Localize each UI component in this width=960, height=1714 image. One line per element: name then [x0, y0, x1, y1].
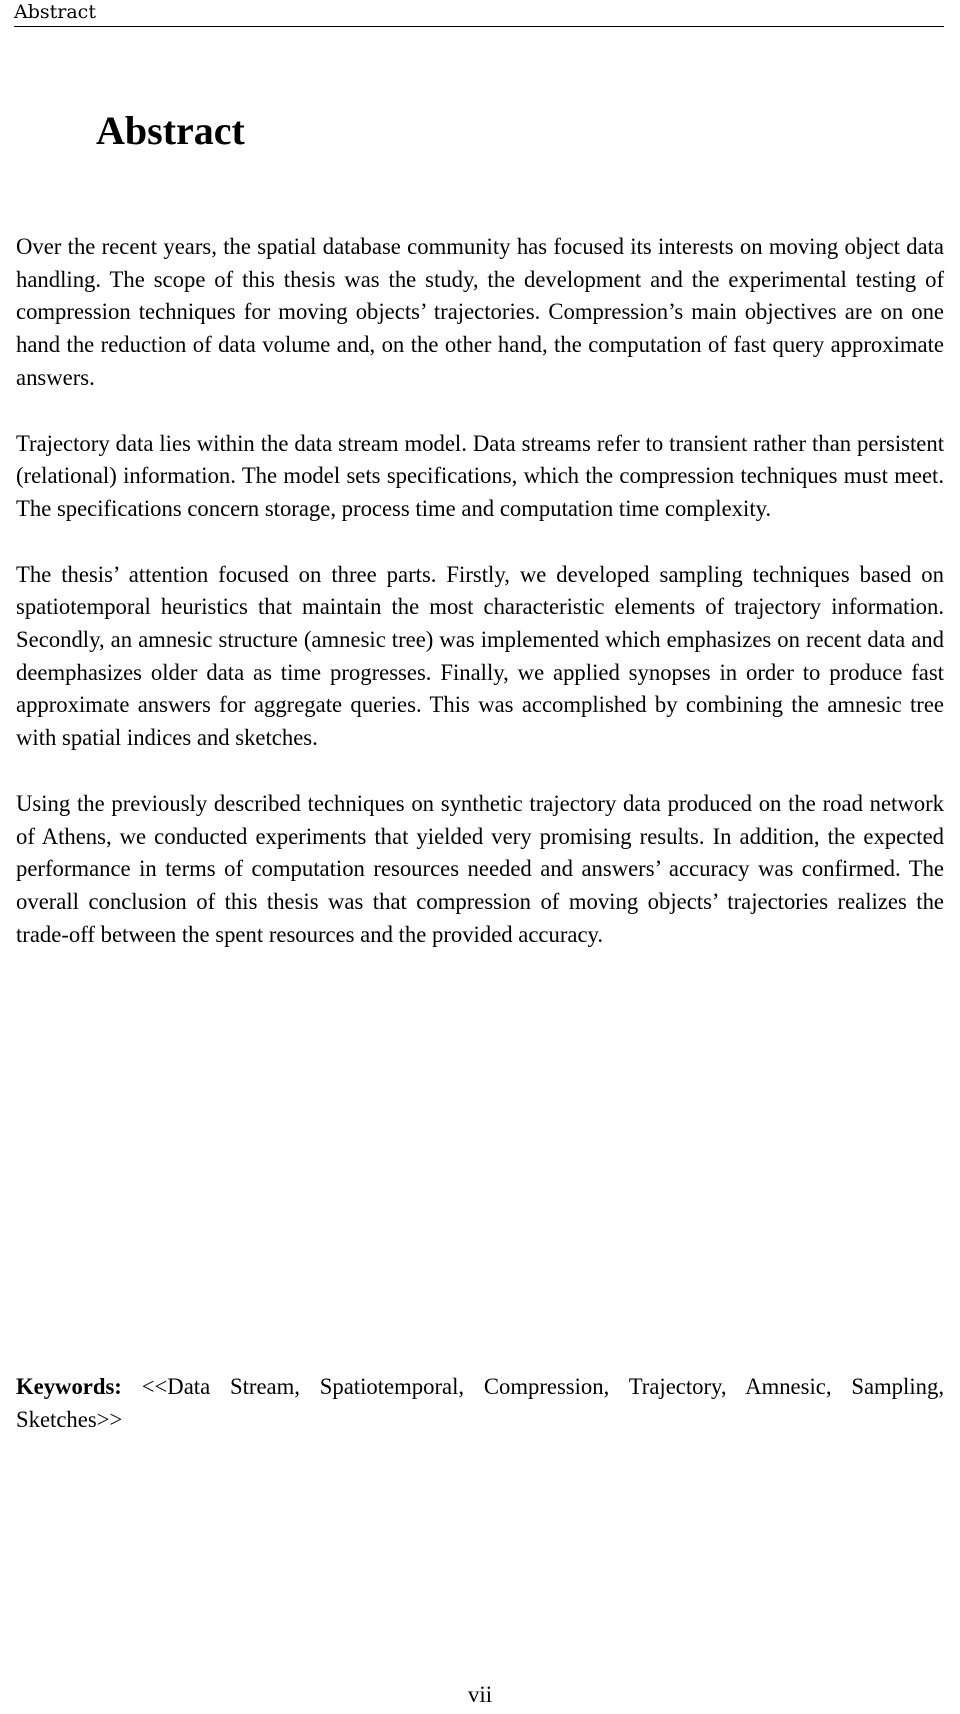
header-rule [14, 26, 944, 27]
abstract-body [16, 231, 944, 984]
keywords-label: Keywords: [16, 1374, 122, 1399]
abstract-paragraph-1: Over the recent years, the spatial database community has focused its interests on moving object data handling. The scope of this thesis was the study, the development and the experimental testing of compression techniques for moving objects’ trajectories. Compression’s main objectives are on one hand the reduction of data volume and, on the other hand, the computation of fast query approximate answers. [16, 234, 944, 390]
abstract-paragraph-4: Using the previously described techniques on synthetic trajectory data produced on the road network of Athens, we conducted experiments that yielded very promising results. In addition, the expected performance in terms of computation resources needed and answers’ accuracy was confirmed. The overall conclusion of this thesis was that compression of moving objects’ trajectories realizes the trade-off between the spent resources and the provided accuracy. [16, 790, 944, 947]
keywords-list: <<Data Stream, Spatiotemporal, Compression, Trajectory, Amnesic, Sampling, Sketches>> [16, 1374, 944, 1432]
abstract-paragraph-2: Trajectory data lies within the data stream model. Data streams refer to transient rather than persistent (relational) information. The model sets specifications, which the compression techniques must meet. The specifications concern storage, process time and computation time complexity. [16, 430, 944, 521]
page-number: vii [467, 1682, 493, 1707]
running-header: Abstract [14, 1, 96, 23]
page-title: Abstract [96, 108, 245, 153]
abstract-paragraph-3: The thesis’ attention focused on three parts. Firstly, we developed sampling techniques based on spatiotemporal heuristics that maintain the most characteristic elements of trajectory information. Secondly, an amnesic structure (amnesic tree) was implemented which emphasizes on recent data and deemphasizes older data as time progresses. Finally, we applied synopses in order to produce fast approximate answers for aggregate queries. This was accomplished by combining the amnesic tree with spatial indices and sketches. [16, 561, 944, 751]
keywords-line [16, 1371, 944, 1436]
